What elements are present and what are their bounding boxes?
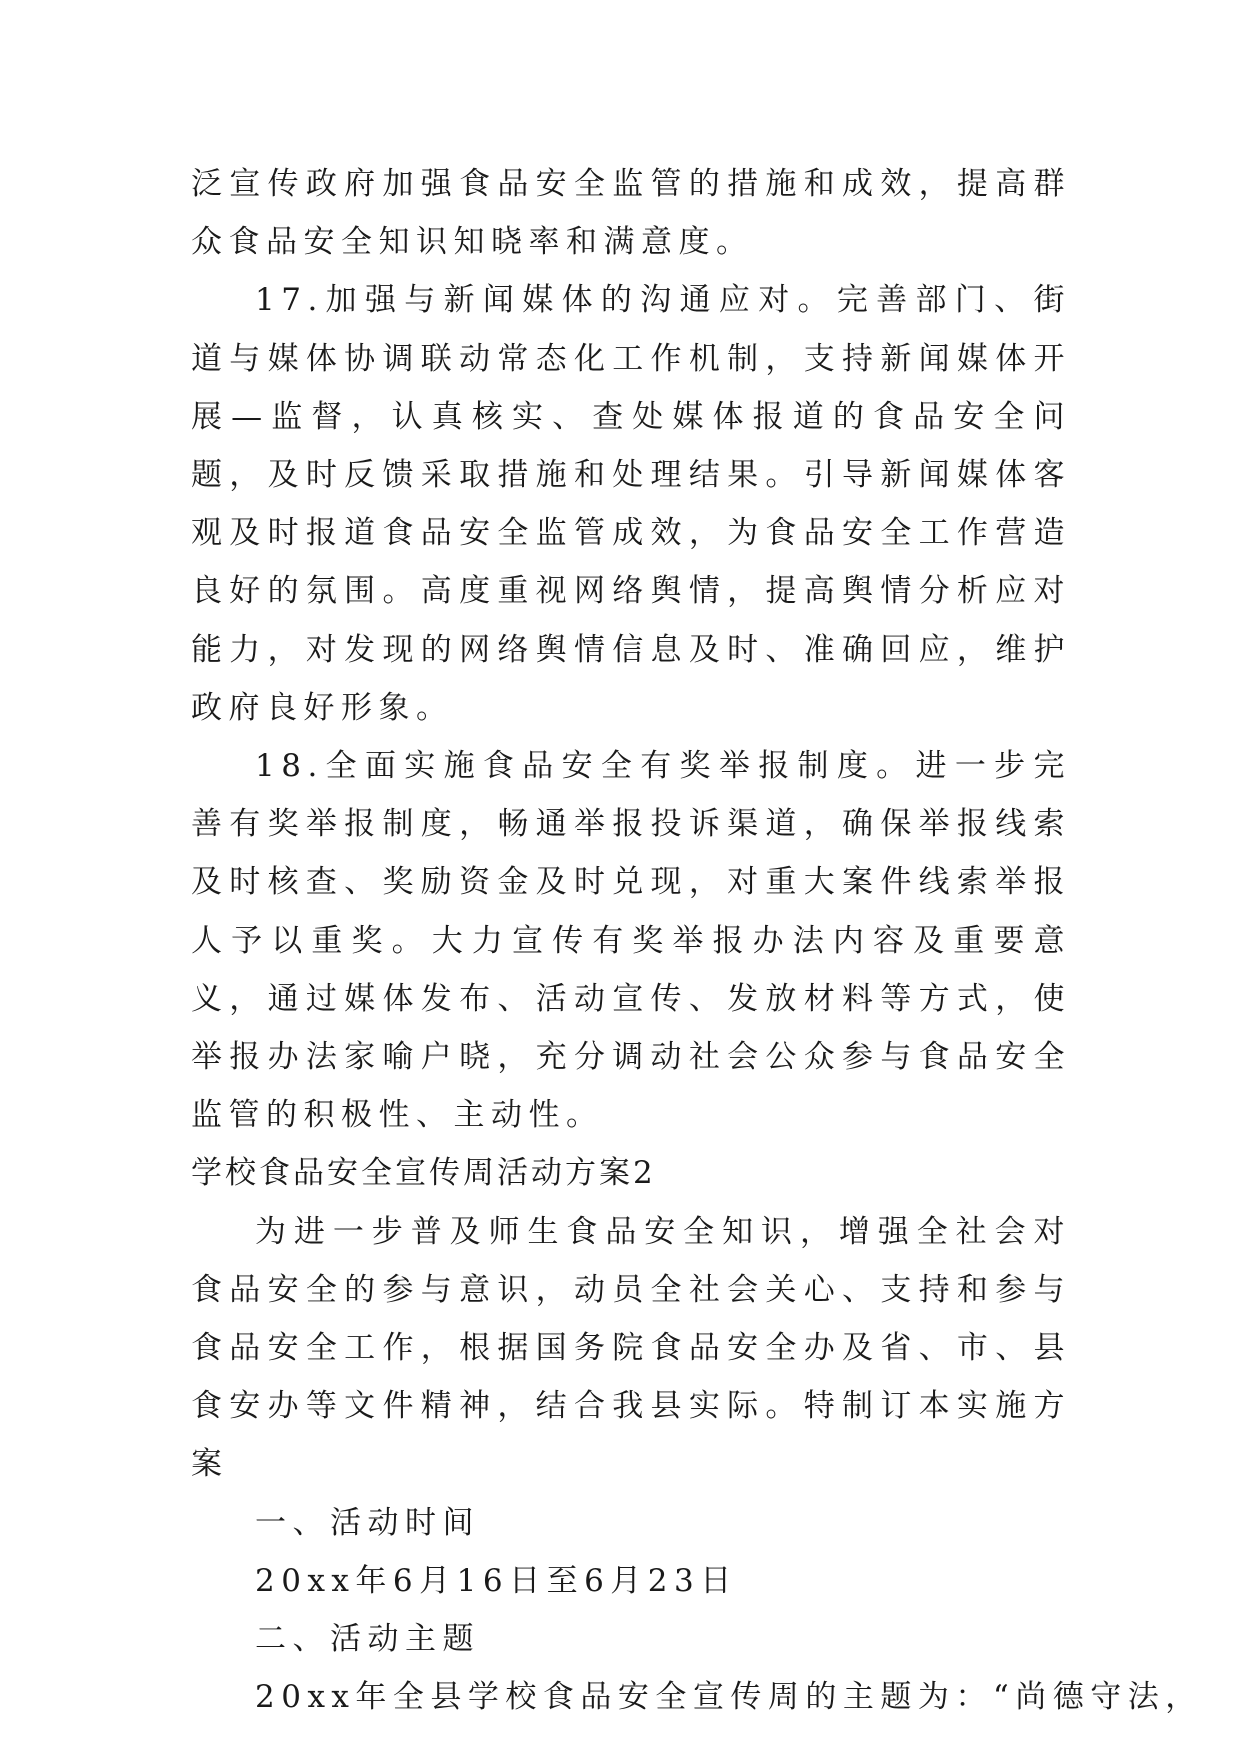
- paragraph-item-18: 18.全面实施食品安全有奖举报制度。进一步完善有奖举报制度，畅通举报投诉渠道，确保举报线索及时核查、奖励资金及时兑现，对重大案件线索举报人予以重奖。大力宣传有奖举报办法内容及重要意义，通过媒体发布、活动宣传、发放材料等方式，使举报办法家喻户晓，充分调动社会公众参与食品安全监管的积极性、主动性。: [191, 748, 1071, 1134]
- activity-date-range: 20xx年6月16日至6月23日: [255, 1562, 738, 1599]
- section-heading-time: 一、活动时间: [255, 1504, 480, 1541]
- paragraph-intro: 为进一步普及师生食品安全知识，增强全社会对食品安全的参与意识，动员全社会关心、支持和参与食品安全工作，根据国务院食品安全办及省、市、县食安办等文件精神，结合我县实际。特制订本实施方案: [191, 1213, 1071, 1483]
- paragraph-continuation: 泛宣传政府加强食品安全监管的措施和成效，提高群众食品安全知识知晓率和满意度。: [191, 166, 1071, 261]
- theme-statement: 20xx年全县学校食品安全宣传周的主题为：“尚德守法，: [255, 1679, 1203, 1716]
- paragraph-item-17: 17.加强与新闻媒体的沟通应对。完善部门、街道与媒体协调联动常态化工作机制，支持新闻媒体开展—监督，认真核实、查处媒体报道的食品安全问题，及时反馈采取措施和处理结果。引导新闻媒体客观及时报道食品安全监管成效，为食品安全工作营造良好的氛围。高度重视网络舆情，提高舆情分析应对能力，对发现的网络舆情信息及时、准确回应，维护政府良好形象。: [191, 282, 1071, 726]
- section-title: 学校食品安全宣传周活动方案2: [191, 1155, 656, 1192]
- document-body: [191, 155, 1203, 1726]
- section-heading-theme: 二、活动主题: [255, 1621, 480, 1658]
